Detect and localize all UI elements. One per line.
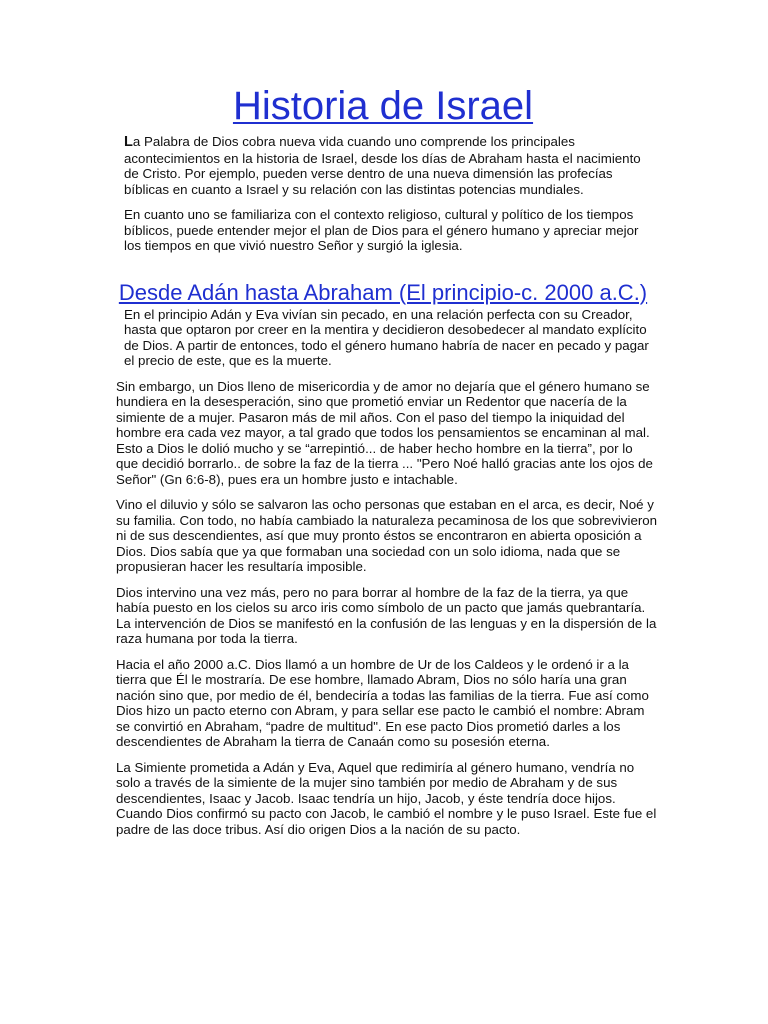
section-heading: Desde Adán hasta Abraham (El principio-c. 2000 a.C.): [118, 279, 648, 305]
section-paragraph-6: La Simiente prometida a Adán y Eva, Aquel que redimiría al género humano, vendría no solo a través de la simiente de la mujer sino también por medio de Abraham y de sus descendientes, Isaac y Jacob. Isaac tendría un hijo, Jacob, y éste tendría doce hijos. Cuando Dios confirmó su pacto con Jacob, le cambió el nombre y le puso Israel. Este fue el padre de las doce tribus. Así dio origen Dios a la nación de su pacto.: [116, 759, 657, 837]
intro-paragraph-2: En cuanto uno se familiariza con el contexto religioso, cultural y político de los tiempos bíblicos, puede entender mejor el plan de Dios para el género humano y apreciar mejor los tiempos en que vivió nuestro Señor y surgió la iglesia.: [124, 207, 639, 253]
page-title: Historia de Israel: [232, 84, 534, 128]
section-paragraph-5: Hacia el año 2000 a.C. Dios llamó a un hombre de Ur de los Caldeos y le ordenó ir a la tierra que Él le mostraría. De ese hombre, llamado Abram, Dios no sólo haría una gran nación sino que, por medio de él, bendeciría a todas las familias de la tierra. Fue así como Dios hizo un pacto eterno con Abram, y para sellar ese pacto le cambió el nombre: Abram se convirtió en Abraham, “padre de multitud". En ese pacto Dios prometió darles a los descendientes de Abraham la tierra de Canaán como su posesión eterna.: [116, 656, 649, 749]
section-paragraph-2: Sin embargo, un Dios lleno de misericordia y de amor no dejaría que el género humano se hundiera en la desesperación, sino que prometió enviar un Redentor que nacería de la simiente de a mujer. Pasaron más de mil años. Con el paso del tiempo la iniquidad del hombre era cada vez mayor, a tal grado que todos los pensamientos se encaminan al mal. Esto a Dios le dolió mucho y se “arrepintió... de haber hecho hombre en la tierra”, por lo que decidió borrarlo.. de sobre la faz de la tierra ... "Pero Noé halló gracias ante los ojos de Señor" (Gn 6:6-8), pues era un hombre justo e intachable.: [116, 378, 653, 487]
intro-paragraph-1: [108, 134, 658, 197]
section-paragraph-1: En el principio Adán y Eva vivían sin pecado, en una relación perfecta con su Creador, hasta que optaron por creer en la mentira y decidieron desobedecer al mandato explícito de Dios. A partir de entonces, todo el género humano habría de nacer en pecado y pagar el precio de este, que es la muerte.: [124, 306, 649, 368]
section-paragraph-3: Vino el diluvio y sólo se salvaron las ocho personas que estaban en el arca, es decir, Noé y su familia. Con todo, no había cambiado la naturaleza pecaminosa de los que sobrevivieron ni de sus descendientes, así que muy pronto éstos se encontraron en abierta oposición a Dios. Dios sabía que ya que formaban una sociedad con un solo idioma, nada que se propusieran hacer les resultaría imposible.: [116, 497, 658, 574]
section-paragraph-4: Dios intervino una vez más, pero no para borrar al hombre de la faz de la tierra, ya que había puesto en los cielos su arco iris como símbolo de un pacto que jamás quebrantaría. La intervención de Dios se manifestó en la confusión de las lenguas y en la dispersión de la raza humana por toda la tierra.: [116, 584, 657, 646]
document-page: [108, 84, 658, 847]
intro-paragraph-1-text: a Palabra de Dios cobra nueva vida cuando uno comprende los principales acontecimientos en la historia de Israel, desde los días de Abraham hasta el nacimiento de Cristo. Por ejemplo, pueden verse dentro de una nueva dimensión las profecías bíblicas en cuanto a Israel y su relación con las distintas potencias mundiales.: [124, 134, 641, 197]
drop-cap: L: [124, 134, 133, 150]
